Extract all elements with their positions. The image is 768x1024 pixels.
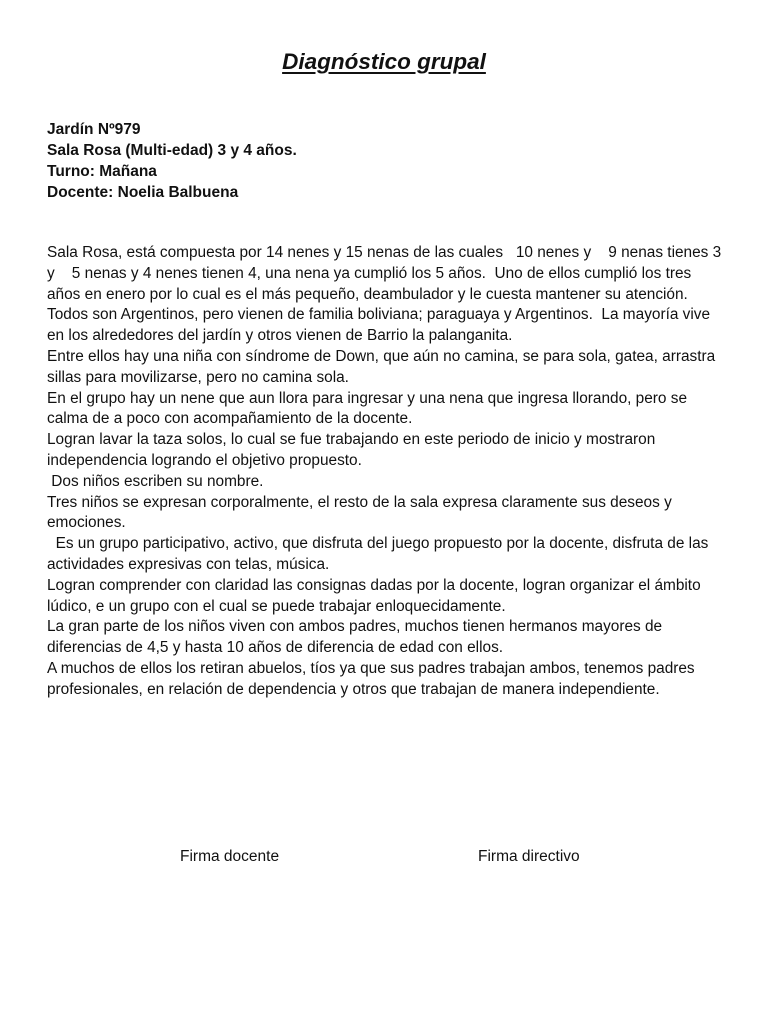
signature-teacher-label: Firma docente — [180, 848, 280, 865]
paragraph: Todos son Argentinos, pero vienen de familia boliviana; paraguaya y Argentinos. La mayoría vive en los alrededores del jardín y otros vienen de Barrio la palanganita. — [47, 306, 715, 345]
paragraph: A muchos de ellos los retiran abuelos, tíos ya que sus padres trabajan ambos, tenemos padres profesionales, en relación de dependencia y otros que trabajan de manera independiente. — [47, 659, 699, 698]
paragraph: Es un grupo participativo, activo, que disfruta del juego propuesto por la docente, disfruta de las actividades expresivas con telas, música. — [47, 535, 713, 573]
paragraph: Dos niños escriben su nombre. — [47, 472, 264, 490]
header-shift: Turno: Mañana — [47, 163, 157, 180]
paragraph: La gran parte de los niños viven con ambos padres, muchos tienen hermanos mayores de diferencias de 4,5 y hasta 10 años de diferencia de edad con ellos. — [47, 618, 667, 657]
header-school: Jardín Nº979 — [47, 121, 141, 138]
paragraph: Sala Rosa, está compuesta por 14 nenes y 15 nenas de las cuales 10 nenes y 9 nenas tienes 3 y 5 nenas y 4 nenes tienen 4, una nena ya cumplió los 5 años. Uno de ellos cumplió los tres años en enero por lo cual es el más pequeño, deambulador y le cuesta mantener su atención. — [47, 244, 726, 303]
header-room: Sala Rosa (Multi-edad) 3 y 4 años. — [47, 142, 297, 159]
paragraph: En el grupo hay un nene que aun llora para ingresar y una nena que ingresa llorando, pero se calma de a poco con acompañamiento de la docente. — [47, 389, 692, 428]
document-title: Diagnóstico grupal — [282, 49, 486, 74]
document-header — [47, 119, 727, 203]
paragraph: Logran lavar la taza solos, lo cual se fue trabajando en este periodo de inicio y mostraron independencia logrando el objetivo propuesto. — [47, 431, 660, 469]
paragraph: Logran comprender con claridad las consignas dadas por la docente, logran organizar el ámbito lúdico, e un grupo con el cual se puede trabajar enloquecidamente. — [47, 576, 705, 615]
document-body — [47, 243, 725, 701]
signature-director-label: Firma directivo — [478, 848, 580, 865]
paragraph: Entre ellos hay una niña con síndrome de Down, que aún no camina, se para sola, gatea, arrastra sillas para movilizarse, pero no camina sola. — [47, 347, 720, 386]
paragraph: Tres niños se expresan corporalmente, el resto de la sala expresa claramente sus deseos y emociones. — [47, 493, 677, 532]
header-teacher: Docente: Noelia Balbuena — [47, 184, 239, 201]
